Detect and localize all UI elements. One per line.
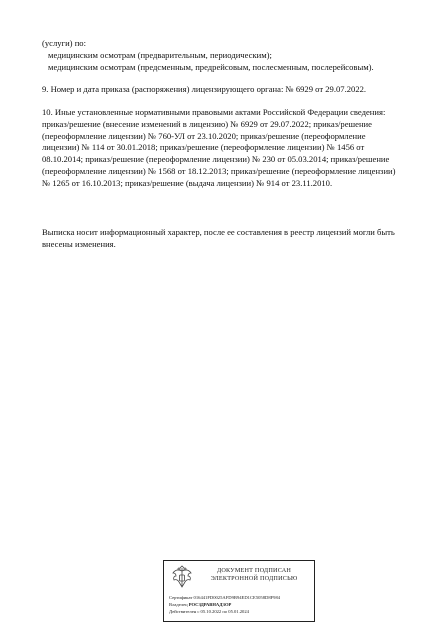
notice-paragraph <box>42 227 395 251</box>
other-info-line: 08.10.2014; приказ/решение (переоформление лицензии) № 230 от 05.03.2014; приказ/решение <box>42 154 390 165</box>
other-info-line: приказ/решение (внесение изменений в лицензию) № 6929 от 29.07.2022; приказ/решение <box>42 118 372 129</box>
notice-line: внесены изменения. <box>42 238 116 249</box>
owner-value: РОСЗДРАВНАДЗОР <box>188 602 232 607</box>
certificate-label: Сертификат <box>169 595 193 600</box>
stamp-header <box>198 567 310 582</box>
validity-value: 05.10.2022 по 05.01.2024 <box>200 609 249 614</box>
services-label: (услуги) по: <box>42 38 86 48</box>
service-item-shift: медицинским осмотрам (предсменным, предрейсовым, послесменным, послерейсовым). <box>48 62 374 72</box>
other-info-line: (переоформление лицензии) № 760-УЛ от 23.10.2020; приказ/решение (переоформление <box>42 130 366 141</box>
stamp-header-line: ЭЛЕКТРОННОЙ ПОДПИСЬЮ <box>210 574 298 582</box>
other-info-line: 10. Иные установленные нормативными правовыми актами Российской Федерации сведения: <box>42 107 386 117</box>
other-info-line: (переоформление лицензии) № 1568 от 18.12.2013; приказ/решение (переоформление лицензии) <box>42 165 396 176</box>
owner-row <box>169 602 231 608</box>
stamp-header-line: ДОКУМЕНТ ПОДПИСАН <box>216 567 292 574</box>
owner-label: Владелец <box>169 602 188 607</box>
certificate-value: 016441FD0025AFD9B94ED1CE5058D8F984 <box>193 595 281 600</box>
other-info-paragraph <box>42 107 396 190</box>
validity-row <box>169 609 249 615</box>
russian-coat-of-arms-icon <box>170 565 194 591</box>
service-item-preliminary: медицинским осмотрам (предварительным, периодическим); <box>48 50 272 60</box>
validity-label: Действителен с <box>169 609 200 614</box>
order-number-paragraph: 9. Номер и дата приказа (распоряжения) лицензирующего органа: № 6929 от 29.07.2022. <box>42 84 367 94</box>
other-info-line: № 1265 от 16.10.2013; приказ/решение (выдача лицензии) № 914 от 23.11.2010. <box>42 177 333 188</box>
other-info-line: лицензии) № 114 от 30.01.2018; приказ/решение (переоформление лицензии) № 1456 от <box>42 142 365 153</box>
notice-line: Выписка носит информационный характер, после ее составления в реестр лицензий могли быть <box>42 227 395 237</box>
certificate-row <box>169 595 280 601</box>
electronic-signature-stamp <box>163 560 315 622</box>
